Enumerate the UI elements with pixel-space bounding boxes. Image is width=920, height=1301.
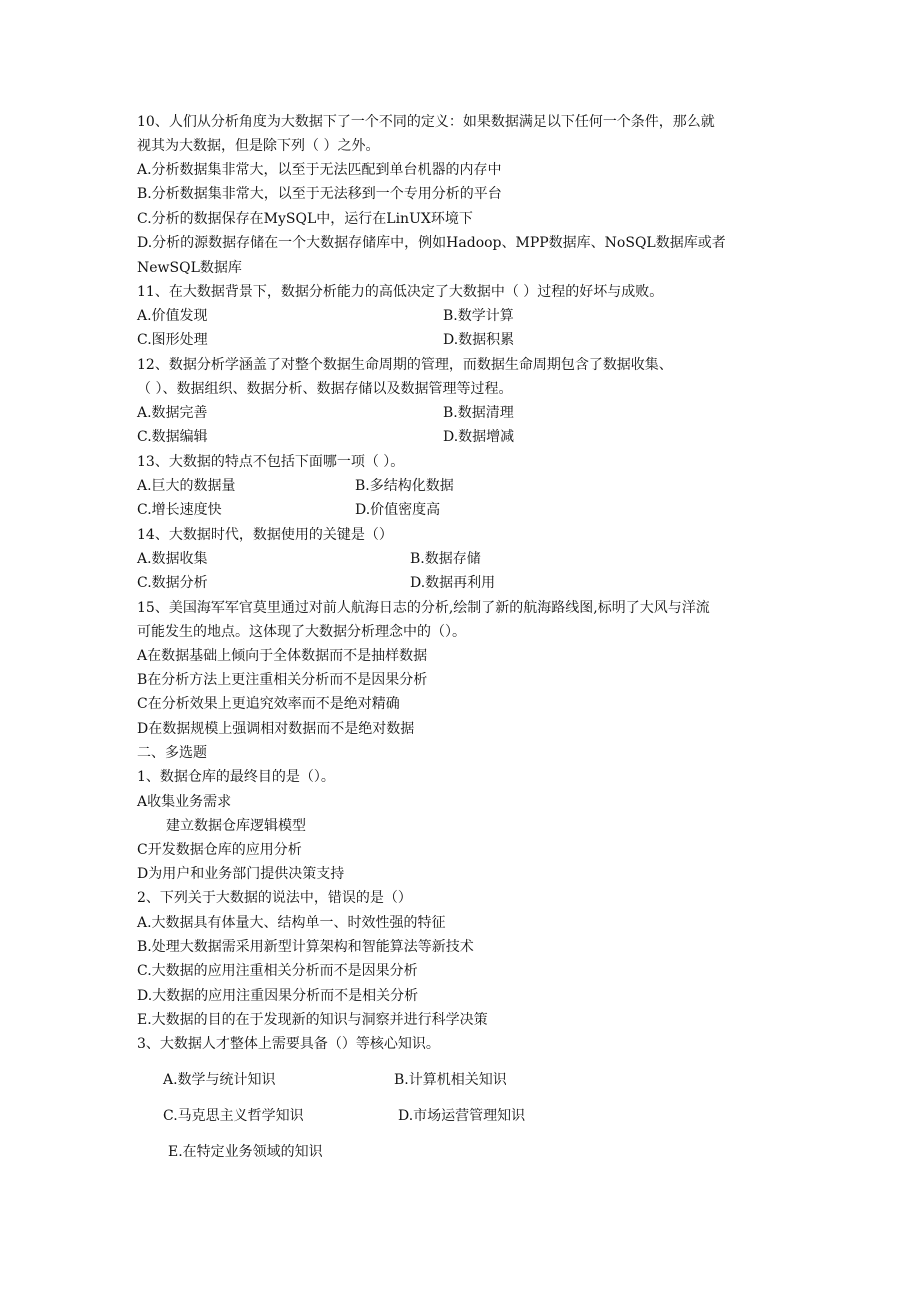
- q15-option-b: B在分析方法上更注重相关分析而不是因果分析: [137, 672, 428, 688]
- m2-stem: 2、下列关于大数据的说法中，错误的是（）: [137, 890, 412, 906]
- m3-option-c: C.马克思主义哲学知识: [163, 1108, 304, 1124]
- m2-option-c: C.大数据的应用注重相关分析而不是因果分析: [137, 963, 418, 979]
- m3-option-b: B.计算机相关知识: [394, 1072, 507, 1088]
- q13-option-d: D.价值密度高: [355, 502, 441, 518]
- q15-stem-line1: 15、美国海军军官莫里通过对前人航海日志的分析,绘制了新的航海路线图,标明了大风与洋流: [137, 600, 710, 616]
- q11-option-a: A.价值发现: [137, 308, 208, 324]
- q10-stem-line1: 10、人们从分析角度为大数据下了一个不同的定义：如果数据满足以下任何一个条件，那么就: [137, 114, 715, 130]
- q10-option-a: A.分析数据集非常大，以至于无法匹配到单台机器的内存中: [137, 162, 502, 178]
- q10-stem-line2: 视其为大数据，但是除下列（ ）之外。: [137, 138, 380, 154]
- q14-option-d: D.数据再利用: [410, 575, 496, 591]
- q10-option-d-line2: NewSQL数据库: [137, 260, 242, 276]
- q12-option-b: B.数据清理: [443, 405, 514, 421]
- m3-stem: 3、大数据人才整体上需要具备（）等核心知识。: [137, 1036, 440, 1052]
- section-heading-multiple-choice: 二、多选题: [137, 745, 207, 761]
- q10-option-c: C.分析的数据保存在MySQL中，运行在LinUX环境下: [137, 211, 473, 227]
- m1-option-c: C开发数据仓库的应用分析: [137, 842, 302, 858]
- q12-option-c: C.数据编辑: [137, 429, 208, 445]
- q11-option-d: D.数据积累: [443, 332, 515, 348]
- q12-stem-line1: 12、数据分析学涵盖了对整个数据生命周期的管理，而数据生命周期包含了数据收集、: [137, 357, 673, 373]
- m3-option-e: E.在特定业务领域的知识: [168, 1144, 323, 1160]
- q13-option-c: C.增长速度快: [137, 502, 222, 518]
- q14-option-c: C.数据分析: [137, 575, 208, 591]
- m1-option-b: 建立数据仓库逻辑模型: [166, 818, 306, 834]
- q13-stem: 13、大数据的特点不包括下面哪一项（ ）。: [137, 454, 405, 470]
- q15-option-d: D在数据规模上强调相对数据而不是绝对数据: [137, 721, 415, 737]
- q12-option-d: D.数据增减: [443, 429, 515, 445]
- m2-option-b: B.处理大数据需采用新型计算架构和智能算法等新技术: [137, 939, 474, 955]
- m2-option-e: E.大数据的目的在于发现新的知识与洞察并进行科学决策: [137, 1012, 488, 1028]
- q12-option-a: A.数据完善: [137, 405, 208, 421]
- q14-option-b: B.数据存储: [410, 551, 481, 567]
- q13-option-b: B.多结构化数据: [355, 478, 454, 494]
- q11-option-c: C.图形处理: [137, 332, 208, 348]
- m3-option-d: D.市场运营管理知识: [398, 1108, 526, 1124]
- m3-option-a: A.数学与统计知识: [163, 1072, 276, 1088]
- m2-option-d: D.大数据的应用注重因果分析而不是相关分析: [137, 988, 419, 1004]
- q15-option-c: C在分析效果上更追究效率而不是绝对精确: [137, 696, 400, 712]
- m1-option-d: D为用户和业务部门提供决策支持: [137, 866, 345, 882]
- q11-option-b: B.数学计算: [443, 308, 514, 324]
- m1-stem: 1、数据仓库的最终目的是（）。: [137, 769, 335, 785]
- q15-stem-line2: 可能发生的地点。这体现了大数据分析理念中的（）。: [137, 624, 466, 640]
- q14-stem: 14、大数据时代，数据使用的关键是（）: [137, 527, 393, 543]
- q15-option-a: A在数据基础上倾向于全体数据而不是抽样数据: [137, 648, 428, 664]
- q12-stem-line2: （ ）、数据组织、数据分析、数据存储以及数据管理等过程。: [137, 381, 513, 397]
- q13-option-a: A.巨大的数据量: [137, 478, 236, 494]
- m2-option-a: A.大数据具有体量大、结构单一、时效性强的特征: [137, 915, 446, 931]
- q11-stem: 11、在大数据背景下，数据分析能力的高低决定了大数据中（ ）过程的好坏与成败。: [137, 284, 664, 300]
- q10-option-d-line1: D.分析的源数据存储在一个大数据存储库中，例如Hadoop、MPP数据库、NoSQL数据库或者: [137, 235, 726, 251]
- m1-option-a: A收集业务需求: [137, 794, 232, 810]
- q10-option-b: B.分析数据集非常大，以至于无法移到一个专用分析的平台: [137, 186, 502, 202]
- q14-option-a: A.数据收集: [137, 551, 208, 567]
